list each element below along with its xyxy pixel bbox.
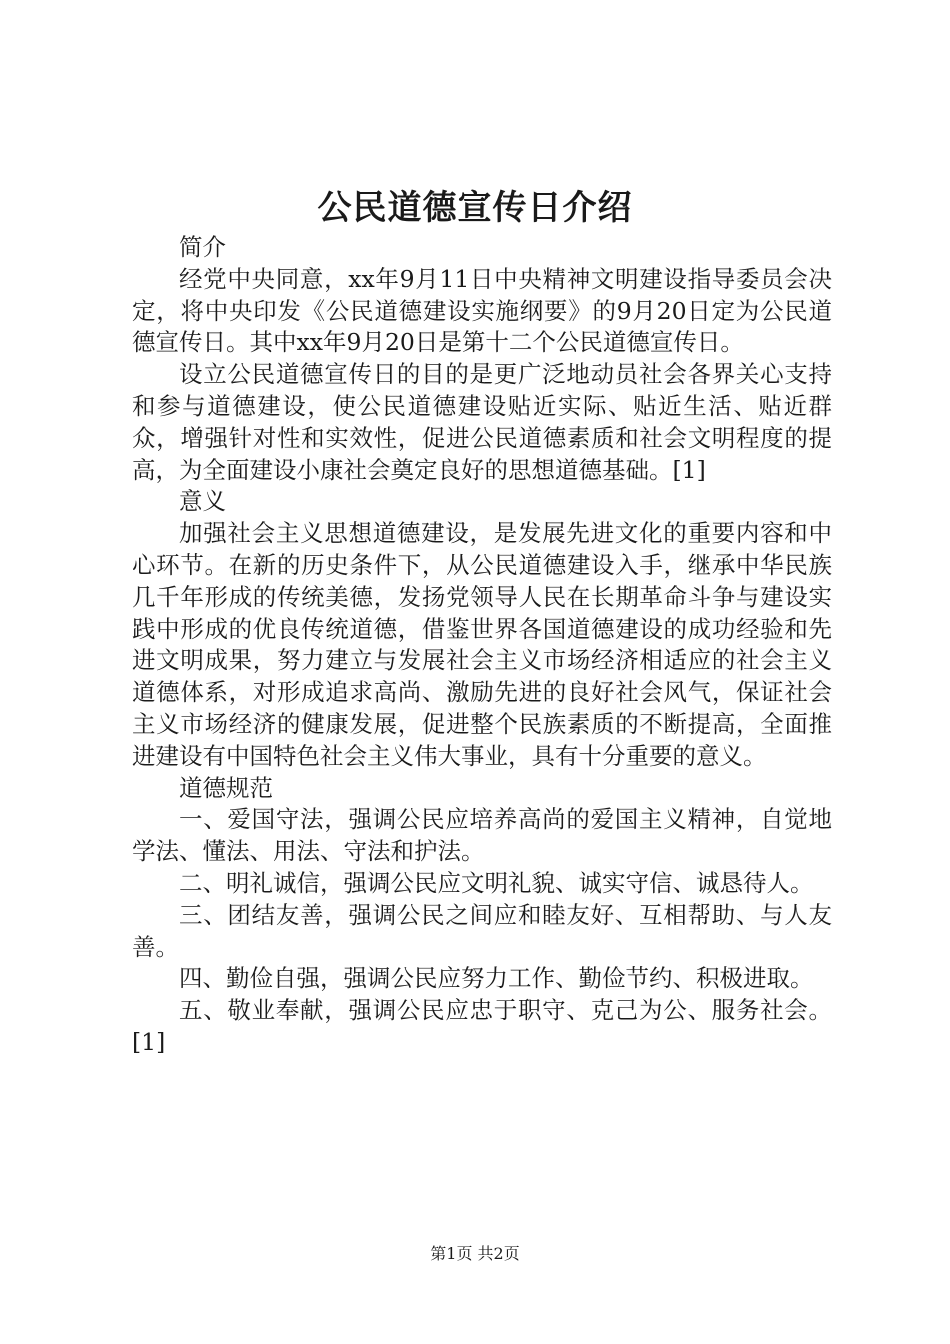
- list-item: 三、团结友善，强调公民之间应和睦友好、互相帮助、与人友善。: [132, 900, 832, 961]
- list-item: 五、敬业奉献，强调公民应忠于职守、克己为公、服务社会。[1]: [132, 996, 832, 1056]
- paragraph: 设立公民道德宣传日的目的是更广泛地动员社会各界关心支持和参与道德建设，使公民道德建设贴近实际、贴近生活、贴近群众，增强针对性和实效性，促进公民道德素质和社会文明程度的提高，为全面建设小康社会奠定良好的思想道德基础。[1]: [132, 360, 832, 484]
- section-heading: 简介: [179, 233, 226, 261]
- section-heading: 道德规范: [179, 773, 273, 802]
- page-footer: 第1页 共2页: [430, 1244, 520, 1263]
- section-heading: 意义: [179, 487, 226, 516]
- paragraph: 加强社会主义思想道德建设，是发展先进文化的重要内容和中心环节。在新的历史条件下，从公民道德建设入手，继承中华民族几千年形成的传统美德，发扬党领导人民在长期革命斗争与建设实践中形成的优良传统道德，借鉴世界各国道德建设的成功经验和先进文明成果，努力建立与发展社会主义市场经济相适应的社会主义道德体系，对形成追求高尚、激励先进的良好社会风气，保证社会主义市场经济的健康发展，促进整个民族素质的不断提高，全面推进建设有中国特色社会主义伟大事业，具有十分重要的意义。: [132, 519, 832, 770]
- list-item: 四、勤俭自强，强调公民应努力工作、勤俭节约、积极进取。: [179, 964, 814, 993]
- list-item: 一、爱国守法，强调公民应培养高尚的爱国主义精神，自觉地学法、懂法、用法、守法和护法。: [132, 805, 832, 866]
- document-body: [132, 232, 832, 1059]
- paragraph: 经党中央同意，xx年9月11日中央精神文明建设指导委员会决定，将中央印发《公民道德建设实施纲要》的9月20日定为公民道德宣传日。其中xx年9月20日是第十二个公民道德宣传日。: [132, 264, 832, 357]
- list-item: 二、明礼诚信，强调公民应文明礼貌、诚实守信、诚恳待人。: [179, 868, 814, 897]
- document-title: 公民道德宣传日介绍: [317, 188, 633, 228]
